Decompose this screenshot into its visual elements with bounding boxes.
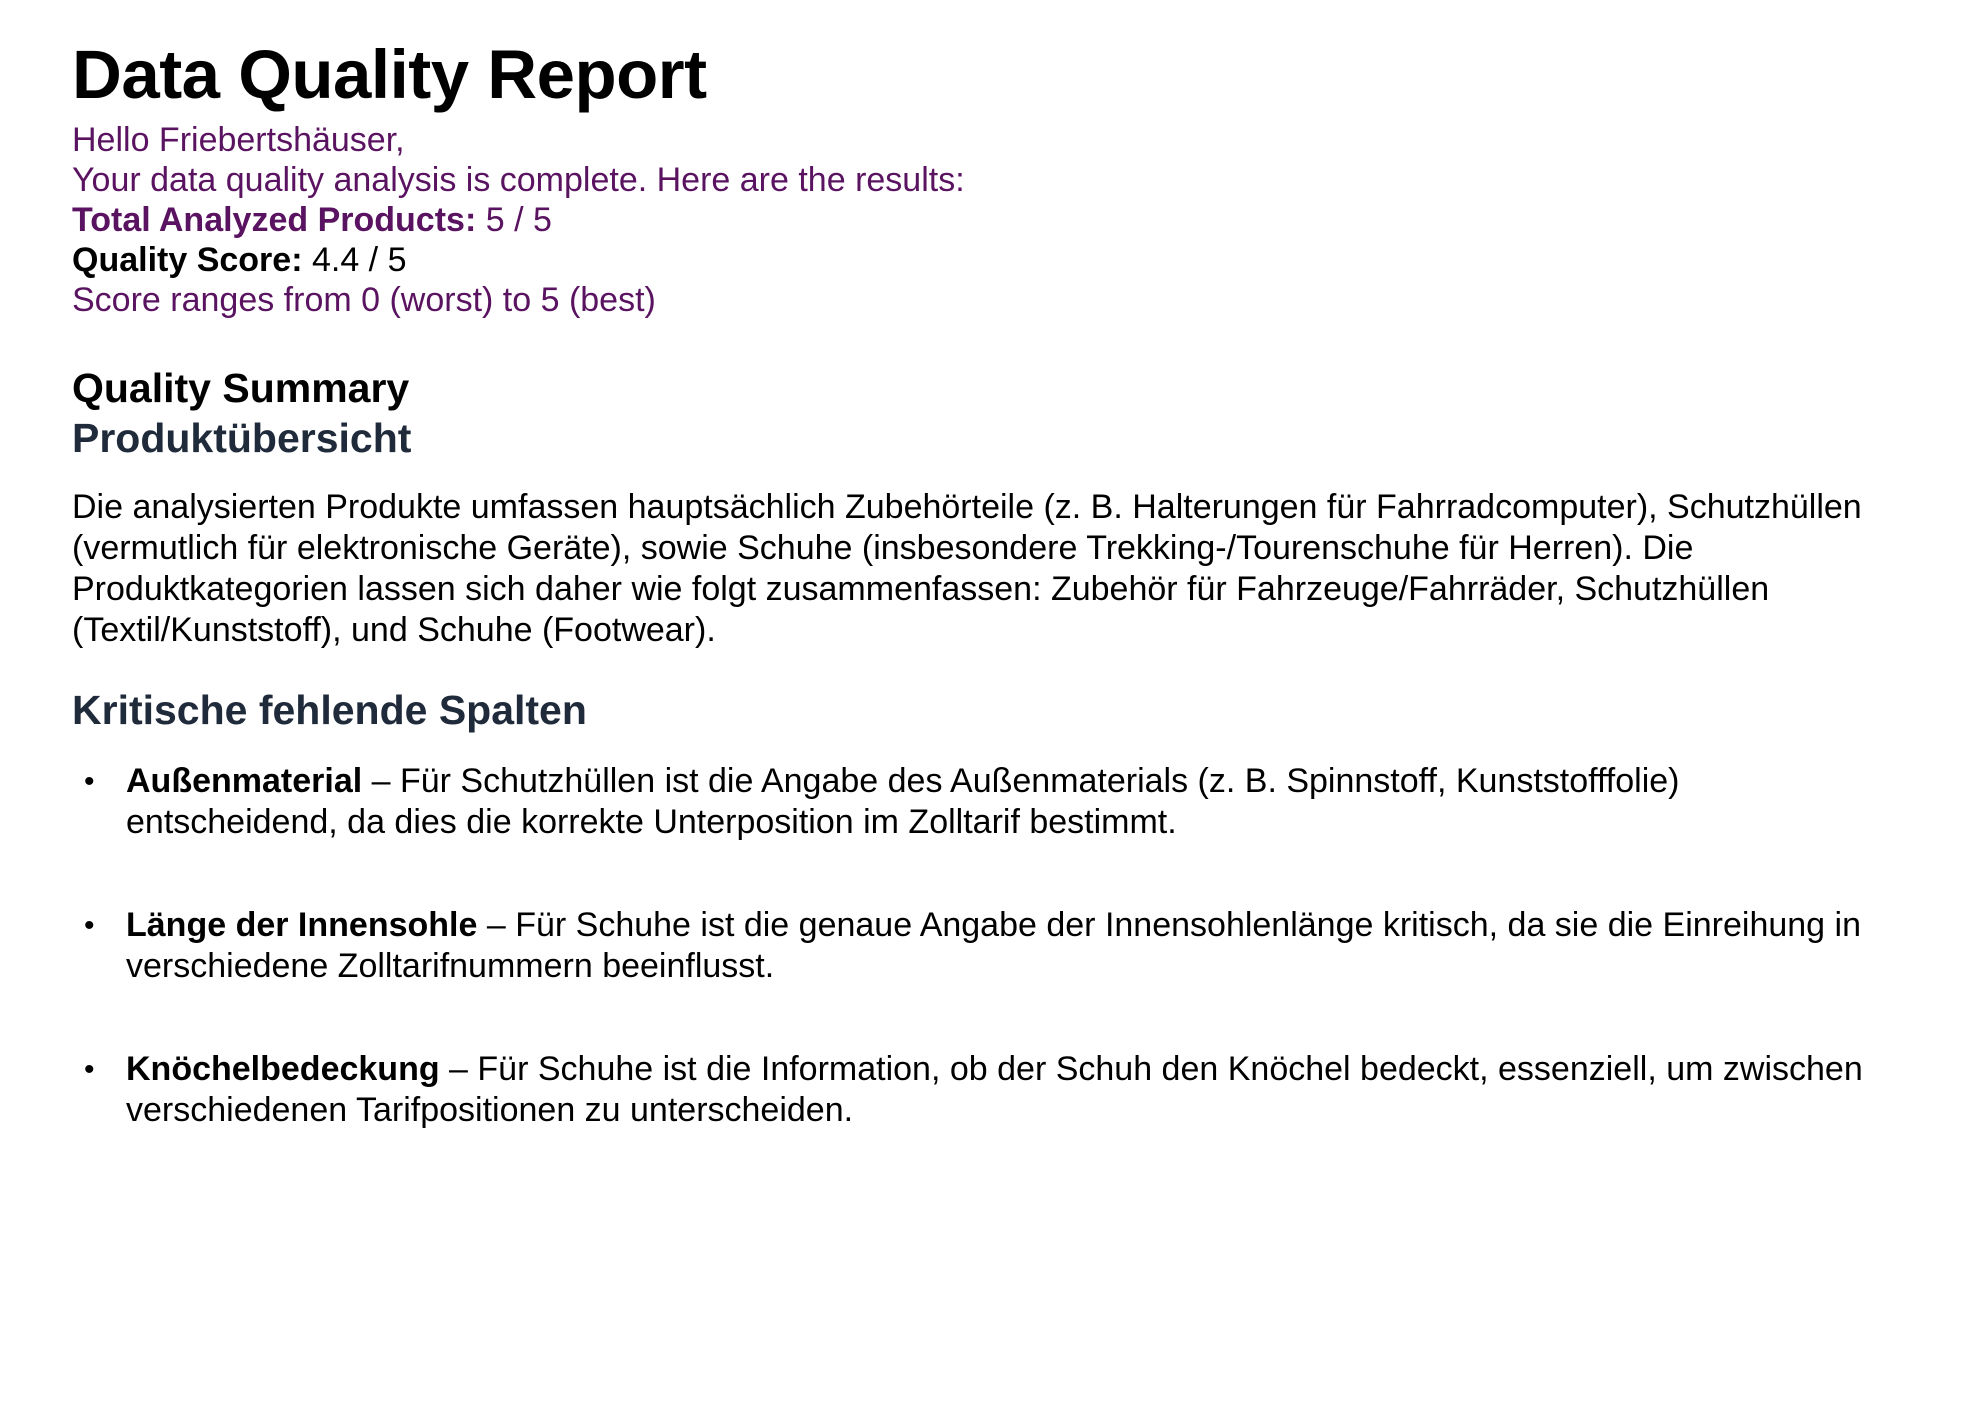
list-item-text: – Für Schutzhüllen ist die Angabe des Außenmaterials (z. B. Spinnstoff, Kunststofffolie) entscheidend, da dies die korrekte Unterposition im Zolltarif bestimmt. xyxy=(126,762,1680,841)
quality-score-value: 4.4 / 5 xyxy=(311,241,407,279)
list-item-term: Länge der Innensohle xyxy=(126,906,478,944)
critical-columns-heading: Kritische fehlende Spalten xyxy=(72,687,587,733)
quality-summary-heading: Quality Summary xyxy=(72,365,410,411)
list-item xyxy=(84,905,1902,987)
list-item xyxy=(84,1049,1902,1131)
overview-text: Die analysierten Produkte umfassen hauptsächlich Zubehörteile (z. B. Halterungen für Fahrradcomputer), Schutzhüllen (vermutlich für elektronische Geräte), sowie Schuhe (insbesondere Trekking-/Tourenschuhe für Herren). Die Produktkategorien lassen sich daher wie folgt zusammenfassen: Zubehör für Fahrzeuge/Fahrräder, Schutzhüllen (Textil/Kunststoff), und Schuhe (Footwear). xyxy=(72,488,1862,649)
greeting-text: Hello Friebertshäuser, xyxy=(72,121,405,159)
report-title: Data Quality Report xyxy=(72,36,707,113)
list-item-text: – Für Schuhe ist die genaue Angabe der Innensohlenlänge kritisch, da sie die Einreihung in verschiedene Zolltarifnummern beeinflusst. xyxy=(126,906,1861,985)
bullet-icon: • xyxy=(84,1053,95,1086)
quality-score-label: Quality Score: xyxy=(72,241,303,279)
intro-text: Your data quality analysis is complete. Here are the results: xyxy=(72,161,965,199)
list-item-term: Außenmaterial xyxy=(126,762,363,800)
critical-columns-list xyxy=(72,761,1902,1131)
list-item-term: Knöchelbedeckung xyxy=(126,1050,440,1088)
total-products-value: 5 / 5 xyxy=(485,201,552,239)
bullet-icon: • xyxy=(84,909,95,942)
bullet-icon: • xyxy=(84,765,95,798)
overview-heading: Produktübersicht xyxy=(72,415,412,461)
list-item-text: – Für Schuhe ist die Information, ob der Schuh den Knöchel bedeckt, essenziell, um zwischen verschiedenen Tarifpositionen zu unterscheiden. xyxy=(126,1050,1863,1129)
list-item xyxy=(84,761,1902,843)
total-products-label: Total Analyzed Products: xyxy=(72,201,477,239)
total-products-line xyxy=(72,200,1902,240)
quality-score-line xyxy=(72,240,1902,280)
score-range-text: Score ranges from 0 (worst) to 5 (best) xyxy=(72,281,656,319)
